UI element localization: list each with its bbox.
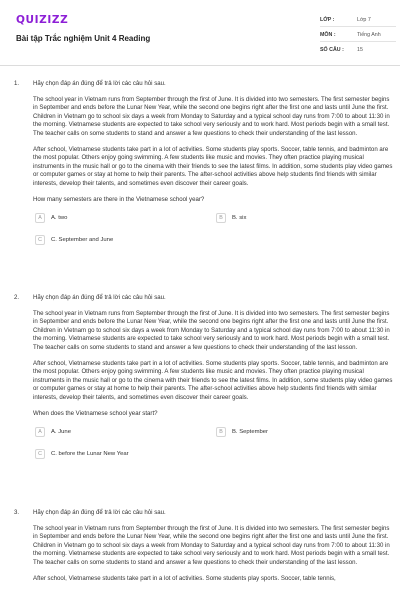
reading-paragraph-1: The school year in Vietnam runs from September through the first of June. It is divided into two semesters. The first semester begins in September and ends before the Lunar New Year, while the second one begins right after the first one and lasts until June the first. Children in Vietnam go to school six days a week from Monday to Saturday and a typical school day runs from 7:00 to about 11:30 in the morning. Vietnamese students are expected to take school very seriously and to work hard. Most periods begin with a small test. The teacher calls on some students to stand and answer a few questions to check their understanding of the last lesson. — [33, 310, 390, 351]
worksheet-title: Bài tập Trắc nghiệm Unit 4 Reading — [16, 34, 151, 43]
reading-paragraph-2: After school, Vietnamese students take part in a lot of activities. Some students play sports. Soccer, table tennis, — [33, 575, 336, 583]
meta-value: Tiếng Anh — [357, 32, 381, 38]
option-text: C. September and June — [51, 237, 114, 244]
option-c[interactable] — [35, 235, 113, 245]
reading-paragraph-1: The school year in Vietnam runs from September through the first of June. It is divided into two semesters. The first semester begins in September and ends before the Lunar New Year, while the second one begins right after the first one and lasts until June the first. Children in Vietnam go to school six days a week from Monday to Saturday and a typical school day runs from 7:00 to about 11:30 in the morning. Vietnamese students are expected to take school very seriously and to work hard. Most periods begin with a small test. The teacher calls on some students to stand and answer a few questions to check their understanding of the last lesson. — [33, 96, 390, 137]
meta-divider — [320, 41, 396, 42]
option-text: C. before the Lunar New Year — [51, 451, 129, 458]
question-instruction: Hãy chọn đáp án đúng để trả lời các câu hỏi sau. — [33, 80, 166, 87]
questions-area — [0, 66, 400, 600]
meta-key: MÔN : — [320, 32, 336, 38]
question-number: 1. — [14, 80, 20, 87]
question-body — [33, 80, 393, 259]
option-letter: B — [216, 427, 226, 437]
reading-paragraph-2: After school, Vietnamese students take part in a lot of activities. Some students play sports. Soccer, table tennis, and badminton are the most popular. Others enjoy going swimming. A few students like music and movies. They often practice playing musical instruments in the music hall or go to the cinema with their friends to see the latest films. In addition, some students play video games or computer games or stay at home to help their parents. The after-school activities above help students find friends with similar interests, develop their talents, and sometimes even discover their career goals. — [33, 146, 393, 187]
option-text: A. June — [51, 429, 71, 436]
question-instruction: Hãy chọn đáp án đúng để trả lời các câu hỏi sau. — [33, 294, 166, 301]
option-letter: A — [35, 427, 45, 437]
meta-value: Lớp 7 — [357, 17, 371, 23]
meta-key: LỚP : — [320, 17, 335, 23]
option-text: B. September — [232, 429, 269, 436]
option-text: A. two — [51, 215, 68, 222]
answer-options — [33, 213, 393, 259]
question-number: 3. — [14, 509, 20, 516]
option-text: B. six — [232, 215, 247, 222]
option-letter: C — [35, 449, 45, 459]
question-number: 2. — [14, 294, 20, 301]
worksheet-header — [0, 0, 400, 66]
option-b[interactable] — [216, 213, 246, 223]
reading-paragraph-2: After school, Vietnamese students take part in a lot of activities. Some students play sports. Soccer, table tennis, and badminton are the most popular. Others enjoy going swimming. A few students like music and movies. They often practice playing musical instruments in the music hall or go to the cinema with their friends to see the latest films. In addition, some students play video games or computer games or stay at home to help their parents. The after-school activities above help students find friends with similar interests, develop their talents, and sometimes even discover their career goals. — [33, 360, 393, 401]
option-a[interactable] — [35, 213, 67, 223]
question-instruction: Hãy chọn đáp án đúng để trả lời các câu hỏi sau. — [33, 509, 166, 516]
answer-options — [33, 427, 393, 473]
reading-paragraph-1: The school year in Vietnam runs from September through the first of June. It is divided into two semesters. The first semester begins in September and ends before the Lunar New Year, while the second one begins right after the first one and lasts until June the first. Children in Vietnam go to school six days a week from Monday to Saturday and a typical school day runs from 7:00 to about 11:30 in the morning. Vietnamese students are expected to take school very seriously and to work hard. Most periods begin with a small test. The teacher calls on some students to stand and answer a few questions to check their understanding of the last lesson. — [33, 525, 390, 566]
option-letter: C — [35, 235, 45, 245]
question-text: When does the Vietnamese school year start? — [33, 410, 158, 418]
question-body — [33, 294, 393, 473]
option-a[interactable] — [35, 427, 71, 437]
quizizz-logo: QUIZIZZ — [16, 14, 69, 26]
question-text: How many semesters are there in the Vietnamese school year? — [33, 196, 205, 204]
meta-divider — [320, 26, 396, 27]
meta-value: 15 — [357, 47, 363, 53]
meta-key: SỐ CÂU : — [320, 47, 344, 53]
option-letter: B — [216, 213, 226, 223]
question-body — [33, 509, 393, 583]
option-b[interactable] — [216, 427, 268, 437]
option-letter: A — [35, 213, 45, 223]
option-c[interactable] — [35, 449, 129, 459]
